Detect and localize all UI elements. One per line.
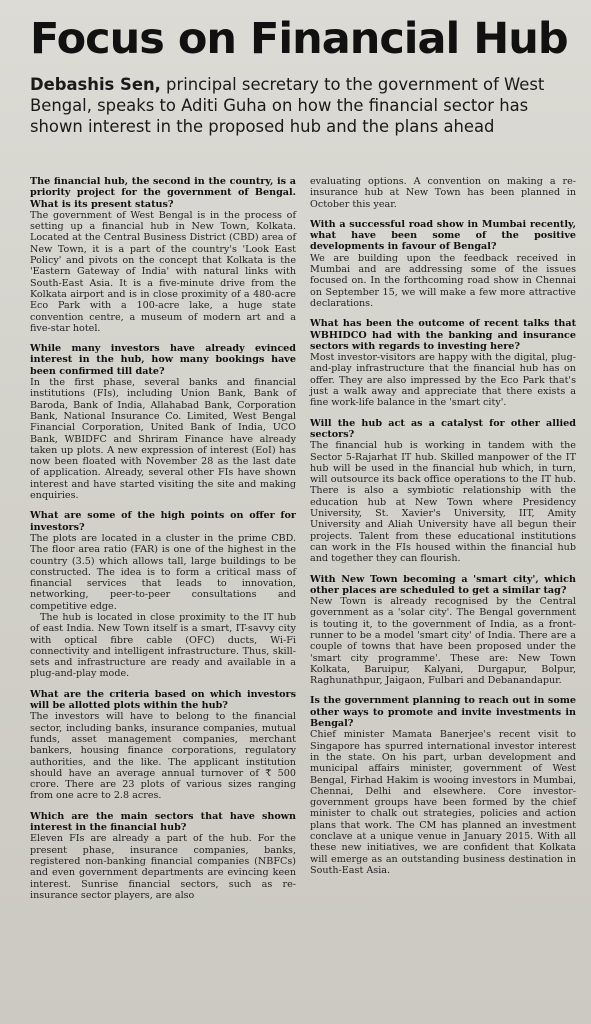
question: What has been the outcome of recent talks that WBHIDCO had with the banking and insurance sectors with regards to investing here? bbox=[310, 318, 576, 352]
qa-block bbox=[30, 510, 296, 679]
question: What are the criteria based on which investors will be allotted plots within the hub? bbox=[30, 688, 296, 712]
answer-paragraph: The financial hub is working in tandem with the Sector 5-Rajarhat IT hub. Skilled manpower of the IT hub will be used in the financial hub which, in turn, will outsource its back office operations to the IT hub. There is also a symbiotic relationship with the education hub at New Town where Presidency University, St. Xavier's University, IIT, Amity University and Aliah University have all begun their projects. Talent from these educational institutions can work in the FIs housed within the financial hub and together they can flourish. bbox=[310, 440, 576, 565]
answer-paragraph: Eleven FIs are already a part of the hub. For the present phase, insurance companies, banks, registered non-banking financial companies (NBFCs) and even government departments are evincing keen interest. Sunrise financial sectors, such as re-insurance sector players, are also bbox=[30, 833, 296, 901]
right-column bbox=[310, 176, 576, 1024]
question: Is the government planning to reach out in some other ways to promote and invite investments in Bengal? bbox=[310, 695, 576, 730]
qa-block bbox=[310, 695, 576, 876]
answer-paragraph: Most investor-visitors are happy with the digital, plug-and-play infrastructure that the financial hub has on offer. They are also impressed by the Eco Park that's just a walk away and appreciate that there exists a fine work-life balance in the 'smart city'. bbox=[310, 352, 576, 409]
qa-block bbox=[310, 219, 576, 309]
headline: Focus on Financial Hub bbox=[30, 14, 568, 64]
qa-block bbox=[30, 811, 296, 901]
left-column bbox=[30, 176, 296, 1024]
qa-block bbox=[310, 318, 576, 408]
answer-paragraph: evaluating options. A convention on making a re-insurance hub at New Town has been planned in October this year. bbox=[310, 176, 576, 210]
answer-paragraph: Chief minister Mamata Banerjee's recent visit to Singapore has spurred international investor interest in the state. On his part, urban development and municipal affairs minister, government of West Bengal, Firhad Hakim is wooing investors in Mumbai, Chennai, Delhi and elsewhere. Core investor-government groups have been formed by the chief minister to chalk out strategies, policies and action plans that work. The CM has planned an investment conclave at a unique venue in January 2015. With all these new initiatives, we are confident that Kolkata will emerge as an outstanding business destination in South-East Asia. bbox=[310, 729, 576, 876]
answer-paragraph: The plots are located in a cluster in the prime CBD. The floor area ratio (FAR) is one of the highest in the country (3.5) which allows tall, large buildings to be constructed. The idea is to form a critical mass of financial services that leads to innovation, networking, peer-to-peer consultations and competitive edge. bbox=[30, 532, 296, 612]
qa-block bbox=[310, 418, 576, 565]
answer-paragraph: In the first phase, several banks and financial institutions (FIs), including Union Bank, Bank of Baroda, Bank of India, Allahabad Bank, Corporation Bank, National Insurance Co. Limited, West Bengal Financial Corporation, United Bank of India, UCO Bank, WBIDFC and Shriram Finance have already taken up plots. A new expression of interest (EoI) has now been floated with November 28 as the last date of application. Already, several other FIs have shown interest and have started visiting the site and making enquiries. bbox=[30, 377, 296, 502]
question: With New Town becoming a 'smart city', which other places are scheduled to get a similar tag? bbox=[310, 573, 576, 596]
question: While many investors have already evinced interest in the hub, how many bookings have been confirmed till date? bbox=[30, 343, 296, 377]
qa-block bbox=[30, 343, 296, 501]
qa-block bbox=[310, 176, 576, 210]
qa-block bbox=[30, 176, 296, 334]
question: Will the hub act as a catalyst for other allied sectors? bbox=[310, 417, 576, 440]
question: What are some of the high points on offer for investors? bbox=[30, 510, 296, 533]
answer-paragraph: We are building upon the feedback received in Mumbai and are addressing some of the issues focused on. In the forthcoming road show in Chennai on September 15, we will make a few more attractive declarations. bbox=[310, 252, 576, 309]
standfirst bbox=[30, 74, 575, 137]
article-body bbox=[30, 176, 577, 1024]
qa-block bbox=[30, 689, 296, 802]
answer-paragraph: The investors will have to belong to the financial sector, including banks, insurance companies, mutual funds, asset management companies, merchant bankers, housing finance corporations, regulatory authorities, and the like. The applicant institution should have an average annual turnover of ₹ 500 crore. There are 23 plots of various sizes ranging from one acre to 2.8 acres. bbox=[30, 711, 296, 802]
question: Which are the main sectors that have shown interest in the financial hub? bbox=[30, 810, 296, 834]
answer-paragraph: The hub is located in close proximity to the IT hub of east India. New Town itself is a smart, IT-savvy city with optical fibre cable (OFC) ducts, Wi-Fi connectivity and intelligent infrastructure. Thus, skill-sets and infrastructure are ready and available in a plug-and-play mode. bbox=[30, 611, 296, 680]
question: With a successful road show in Mumbai recently, what have been some of the positive developments in favour of Bengal? bbox=[310, 218, 576, 253]
question: The financial hub, the second in the country, is a priority project for the government of Bengal. What is its present status? bbox=[30, 176, 296, 210]
qa-block bbox=[310, 574, 576, 687]
standfirst-text: principal secretary to the government of West Bengal, speaks to Aditi Guha on how the financial sector has shown interest in the proposed hub and the plans ahead bbox=[30, 75, 545, 136]
standfirst-name: Debashis Sen, bbox=[30, 75, 161, 94]
answer-paragraph: The government of West Bengal is in the process of setting up a financial hub in New Town, Kolkata. Located at the Central Business District (CBD) area of New Town, it is a part of the country's 'Look East Policy' and pivots on the concept that Kolkata is the 'Eastern Gateway of India' with natural links with South-East Asia. It is a five-minute drive from the Kolkata airport and is in close proximity of a 480-acre Eco Park with a 100-acre lake, a huge state convention centre, a museum of modern art and a five-star hotel. bbox=[30, 209, 296, 334]
answer-paragraph: New Town is already recognised by the Central government as a 'solar city'. The Bengal government is touting it, to the government of India, as a front-runner to be a model 'smart city' of India. There are a couple of towns that have been proposed under the 'smart city programme'. These are: New Town Kolkata, Baruipur, Kalyani, Durgapur, Bolpur, Raghunathpur, Jaigaon, Fulbari and Debanandapur. bbox=[310, 596, 576, 687]
